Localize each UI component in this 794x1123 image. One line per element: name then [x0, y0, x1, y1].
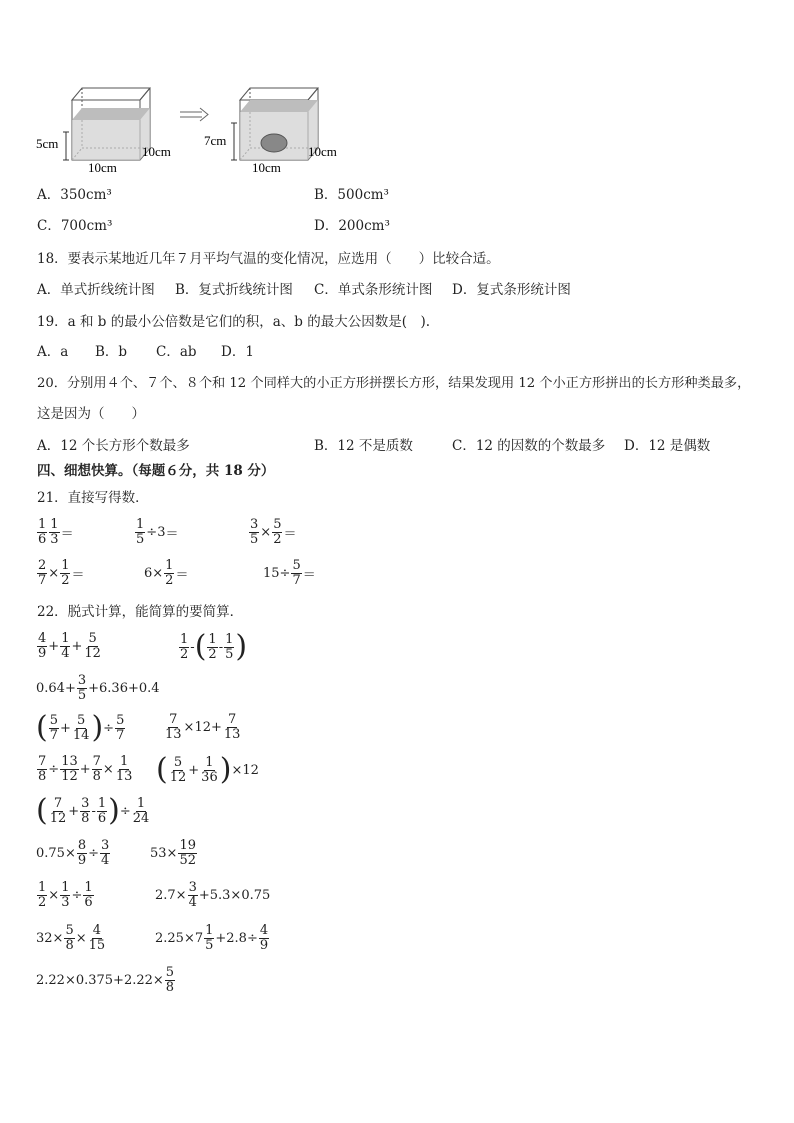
q19-option-d: D．1 — [221, 344, 254, 360]
q20-option-d: D．12 是偶数 — [624, 438, 711, 454]
q18-stem: 18．要表示某地近几年７月平均气温的变化情况，应选用（ ）比较合适。 — [37, 251, 500, 267]
q22-expr-8: ( $\frac{7}{12}$ + $\frac{3}{8}$ - $\frac{1}{6}$ ) ÷ $\frac{1}{24}$ — [36, 793, 150, 828]
q18-option-b: B．复式折线统计图 — [175, 282, 293, 298]
q22-expr-6: $\frac{7}{8}$ ÷ $\frac{13}{12}$ + $\frac{7}{8}$ × $\frac{1}{13}$ — [38, 754, 133, 784]
q17-option-c: C．700cm³ — [37, 218, 113, 234]
q17-option-d: D．200cm³ — [314, 218, 390, 234]
q22-expr-15: 2.22×0.375+2.22× $\frac{5}{8}$ — [36, 965, 175, 995]
right-length-label: 10cm — [252, 160, 281, 175]
q22-expr-1: $\frac{4}{9}$ + $\frac{1}{4}$ + $\frac{5}{12}$ — [38, 631, 101, 661]
q20-stem-line1: 20．分别用４个、７个、８个和 12 个同样大的小正方形拼摆长方形，结果发现用 12 个小正方形拼出的长方形种类最多， — [37, 376, 751, 391]
q22-expr-9: 0.75× $\frac{8}{9}$ ÷ $\frac{3}{4}$ — [36, 838, 110, 868]
q22-expr-7: ( $\frac{5}{12}$ + $\frac{1}{36}$ ) ×12 — [156, 752, 259, 787]
stone-shape — [261, 134, 287, 152]
q22-expr-5: $\frac{7}{13}$ ×12+ $\frac{7}{13}$ — [165, 712, 241, 742]
q17-option-a: A．350cm³ — [37, 187, 112, 203]
q21-expr-1: $\frac{1}{6}$ $\frac{1}{3}$ ＝ — [38, 517, 74, 547]
q21-expr-2: $\frac{1}{5}$ ÷ 3 ＝ — [136, 517, 179, 547]
q22-expr-11: $\frac{1}{2}$ × $\frac{1}{3}$ ÷ $\frac{1}{6}$ — [38, 880, 93, 910]
q17-option-b: B．500cm³ — [314, 187, 389, 203]
q19-option-b: B．b — [95, 344, 128, 360]
q22-expr-10: 53× $\frac{19}{52}$ — [150, 838, 196, 868]
q22-expr-14: 2.25×7 $\frac{1}{5}$ +2.8÷ $\frac{4}{9}$ — [155, 923, 269, 953]
q19-option-c: C．ab — [156, 344, 197, 360]
q21-expr-3: $\frac{3}{5}$ × $\frac{5}{2}$ ＝ — [250, 517, 297, 547]
q18-option-c: C．单式条形统计图 — [314, 282, 433, 298]
q22-expr-3: 0.64+ $\frac{3}{5}$ +6.36+0.4 — [36, 673, 160, 703]
q22-expr-13: 32× $\frac{5}{8}$ × $\frac{4}{15}$ — [36, 923, 106, 953]
q22-expr-12: 2.7× $\frac{3}{4}$ +5.3×0.75 — [155, 880, 271, 910]
q19-stem: 19．a 和 b 的最小公倍数是它们的积，a、b 的最大公因数是( ). — [37, 314, 431, 330]
q21-expr-6: 15÷ $\frac{5}{7}$ ＝ — [263, 558, 316, 588]
q21-stem: 21．直接写得数． — [37, 490, 149, 506]
arrow-icon — [180, 108, 208, 121]
q18-option-d: D．复式条形统计图 — [452, 282, 571, 298]
q20-option-c: C．12 的因数的个数最多 — [452, 438, 606, 454]
q20-option-b: B．12 不是质数 — [314, 438, 413, 454]
right-depth-label: 10cm — [308, 144, 337, 159]
section-title: 四、细想快算。（每题６分，共 18 分） — [37, 463, 275, 479]
q20-stem-line2: 这是因为（ ） — [37, 406, 145, 422]
left-height-label: 5cm — [36, 136, 59, 151]
left-depth-label: 10cm — [142, 144, 171, 159]
q21-expr-4: $\frac{2}{7}$ × $\frac{1}{2}$ ＝ — [38, 558, 85, 588]
q22-expr-4: ( $\frac{5}{7}$ + $\frac{5}{14}$ ) ÷ $\frac{5}{7}$ — [36, 710, 125, 745]
volume-figure — [30, 80, 360, 175]
q19-option-a: A．a — [37, 344, 69, 360]
right-height-label: 7cm — [204, 133, 227, 148]
q22-expr-2: $\frac{1}{2}$ - ( $\frac{1}{2}$ - $\frac{1}{5}$ ) — [180, 629, 248, 664]
q22-stem: 22．脱式计算，能简算的要简算． — [37, 604, 244, 620]
left-length-label: 10cm — [88, 160, 117, 175]
q20-option-a: A．12 个长方形个数最多 — [37, 438, 190, 454]
q21-expr-5: 6× $\frac{1}{2}$ ＝ — [144, 558, 189, 588]
q18-option-a: A．单式折线统计图 — [37, 282, 155, 298]
